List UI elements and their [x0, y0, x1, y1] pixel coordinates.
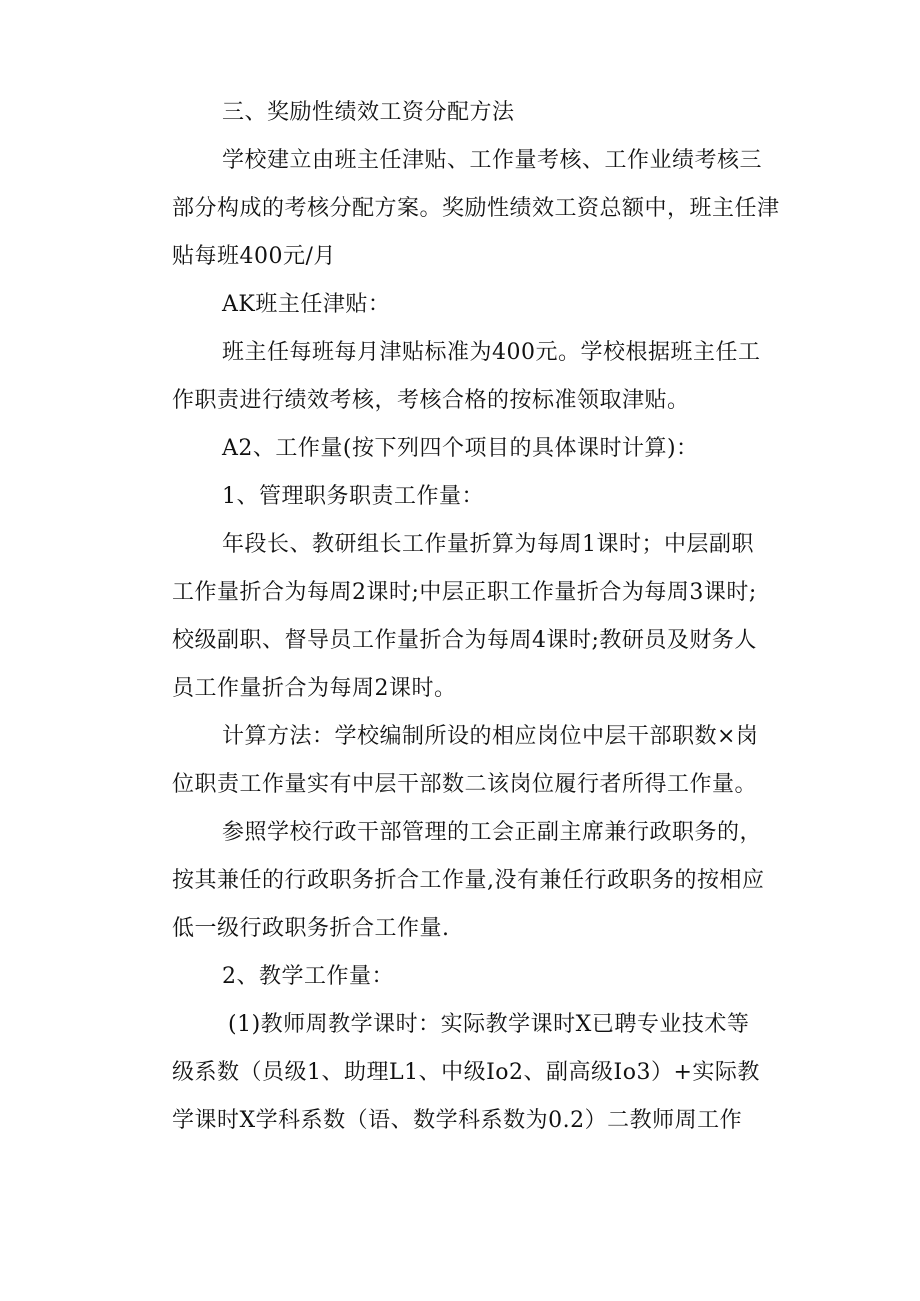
- paragraph-line: 位职责工作量实有中层干部数二该岗位履行者所得工作量。: [172, 772, 758, 797]
- paragraph-line: 员工作量折合为每周2课时。: [172, 676, 457, 701]
- paragraph-line: 班主任每班每月津贴标准为400元。学校根据班主任工: [222, 340, 761, 365]
- section-heading: 三、奖励性绩效工资分配方法: [222, 100, 515, 125]
- paragraph-line: 学课时X学科系数（语、数学科系数为0.2）二教师周工作: [172, 1108, 743, 1133]
- subheading: AK班主任津贴：: [222, 292, 391, 317]
- paragraph-line: 级系数（员级1、助理L1、中级Io2、副高级Io3）+实际教: [172, 1060, 760, 1085]
- subheading: 2、教学工作量：: [222, 964, 394, 989]
- paragraph-line: 校级副职、督导员工作量折合为每周4课时;教研员及财务人: [172, 628, 757, 653]
- subheading: 1、管理职务职责工作量：: [222, 484, 484, 509]
- paragraph-line: 作职责进行绩效考核，考核合格的按标准领取津贴。: [172, 388, 690, 413]
- paragraph-line: 工作量折合为每周2课时;中层正职工作量折合为每周3课时;: [172, 580, 757, 605]
- paragraph-line: 部分构成的考核分配方案。奖励性绩效工资总额中，班主任津: [172, 196, 780, 221]
- paragraph-line: 按其兼任的行政职务折合工作量,没有兼任行政职务的按相应: [172, 868, 765, 893]
- subheading: A2、工作量(按下列四个项目的具体课时计算)：: [222, 436, 699, 461]
- paragraph-line: 低一级行政职务折合工作量.: [172, 916, 450, 941]
- paragraph-line: 计算方法：学校编制所设的相应岗位中层干部职数×岗: [222, 724, 759, 749]
- paragraph-line: (1)教师周教学课时：实际教学课时X已聘专业技术等: [228, 1012, 750, 1037]
- paragraph-line: 贴每班400元/月: [172, 244, 336, 269]
- paragraph-line: 参照学校行政干部管理的工会正副主席兼行政职务的，: [222, 820, 763, 845]
- paragraph-line: 年段长、教研组长工作量折算为每周1课时；中层副职: [222, 532, 754, 557]
- paragraph-line: 学校建立由班主任津贴、工作量考核、工作业绩考核三: [222, 148, 763, 173]
